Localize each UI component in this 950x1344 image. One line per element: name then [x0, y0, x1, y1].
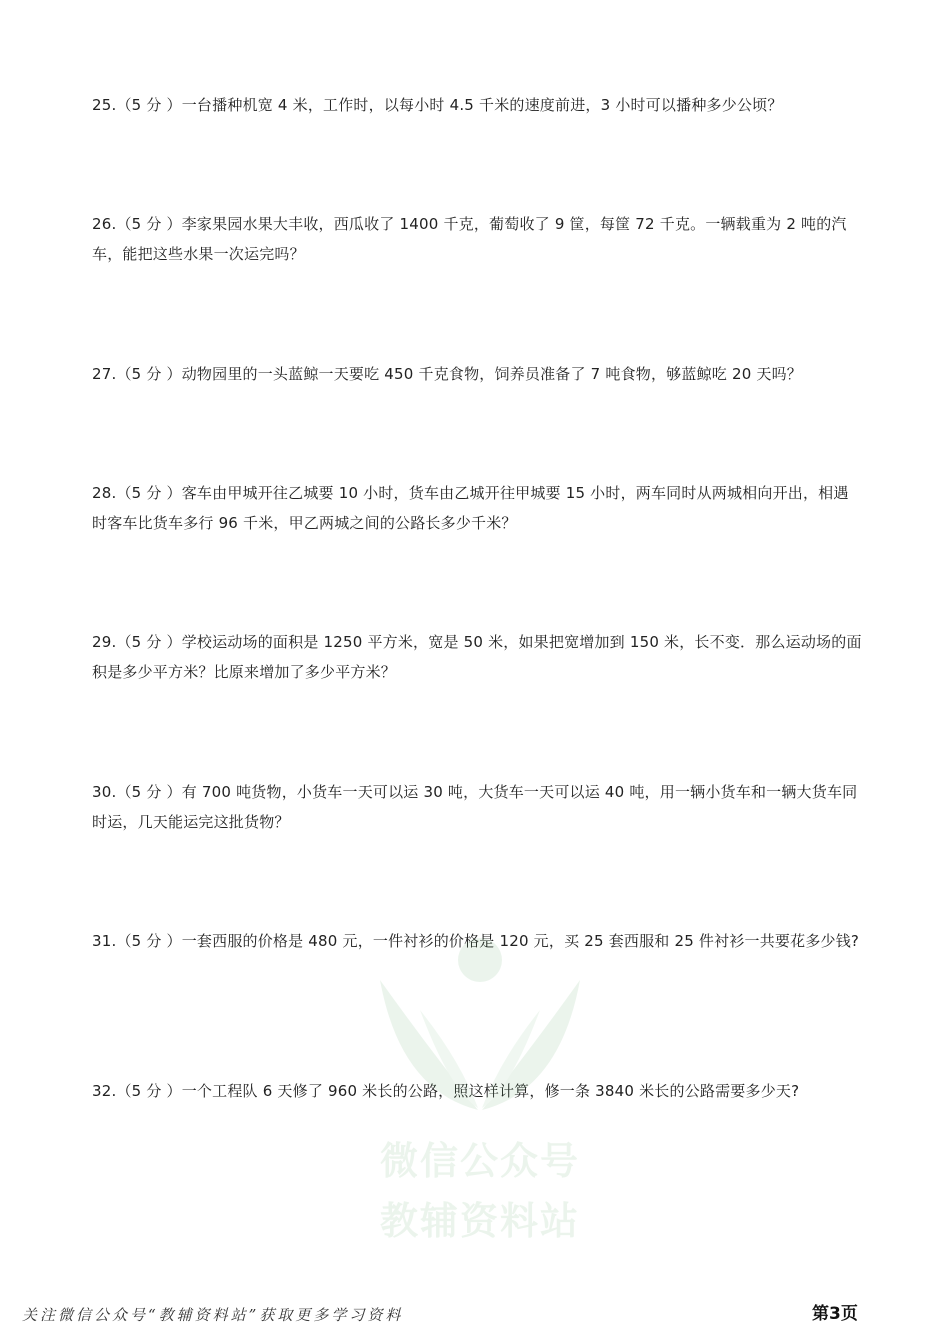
question-32: 32.（5 分 ）一个工程队 6 天修了 960 米长的公路，照这样计算，修一条 3840 米长的公路需要多少天? — [92, 1082, 800, 1100]
question-30: 30.（5 分 ）有 700 吨货物，小货车一天可以运 30 吨，大货车一天可以运 40 吨，用一辆小货车和一辆大货车同时运，几天能运完这批货物？ — [92, 783, 858, 831]
question-28: 28.（5 分 ）客车由甲城开往乙城要 10 小时，货车由乙城开往甲城要 15 小时，两车同时从两城相向开出，相遇时客车比货车多行 96 千米，甲乙两城之间的公路长多少千米？ — [92, 484, 849, 532]
question-26: 26.（5 分 ）李家果园水果大丰收，西瓜收了 1400 千克，葡萄收了 9 筐，每筐 72 千克。一辆载重为 2 吨的汽车，能把这些水果一次运完吗？ — [92, 215, 847, 263]
question-27: 27.（5 分 ）动物园里的一头蓝鲸一天要吃 450 千克食物，饲养员准备了 7 吨食物，够蓝鲸吃 20 天吗？ — [92, 365, 803, 383]
footer-note: 关注微信公众号“教辅资料站”获取更多学习资料 — [22, 1306, 404, 1324]
watermark-line-2: 教辅资料站 — [379, 1199, 580, 1243]
question-31: 31.（5 分 ）一套西服的价格是 480 元，一件衬衫的价格是 120 元，买 25 套西服和 25 件衬衫一共要花多少钱? — [92, 932, 860, 950]
question-25: 25.（5 分 ）一台播种机宽 4 米，工作时，以每小时 4.5 千米的速度前进，3 小时可以播种多少公顷？ — [92, 96, 783, 114]
page-number: 第3页 — [812, 1304, 858, 1324]
watermark-line-1: 微信公众号 — [379, 1139, 580, 1183]
question-29: 29.（5 分 ）学校运动场的面积是 1250 平方米，宽是 50 米，如果把宽增加到 150 米，长不变．那么运动场的面积是多少平方米？比原来增加了多少平方米？ — [92, 633, 862, 681]
